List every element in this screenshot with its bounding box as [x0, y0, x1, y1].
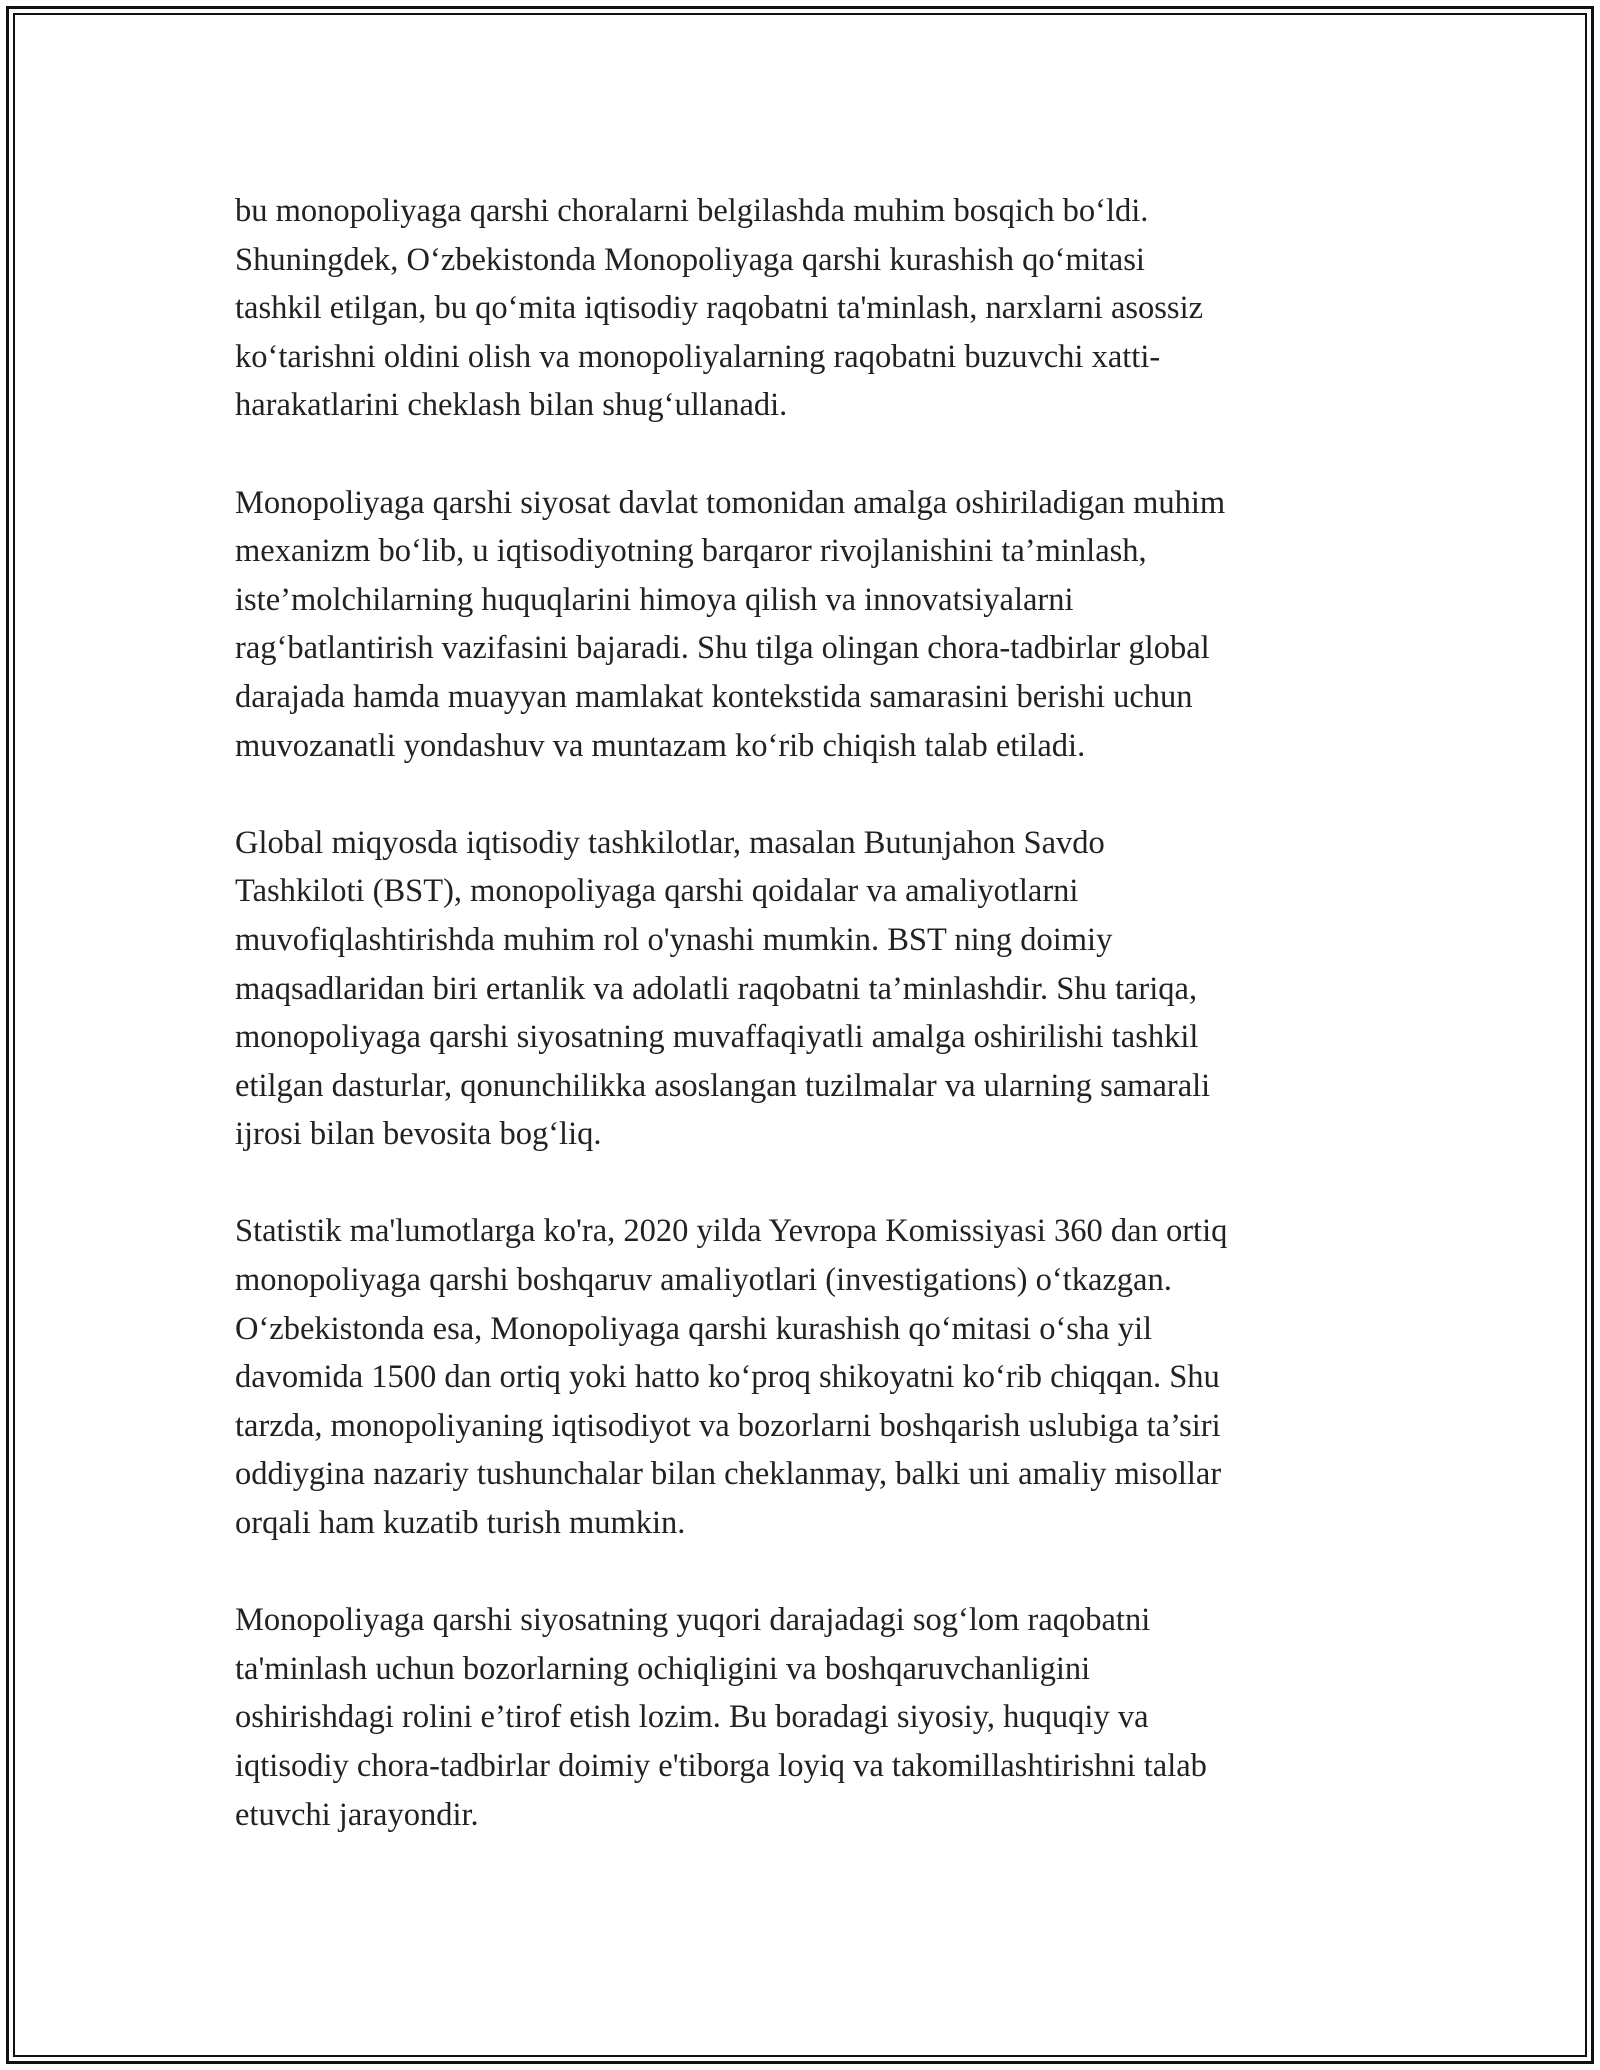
- text-line: bu monopoliyaga qarshi choralarni belgilashda muhim bosqich bo‘ldi.: [235, 193, 1149, 229]
- text-line: monopoliyaga qarshi siyosatning muvaffaqiyatli amalga oshirilishi tashkil: [235, 1019, 1199, 1056]
- text-line: etilgan dasturlar, qonunchilikka asoslangan tuzilmalar va ularning samarali: [235, 1067, 1211, 1104]
- text-line: harakatlarini cheklash bilan shug‘ullanadi.: [235, 387, 788, 424]
- text-line: Statistik ma'lumotlarga ko'ra, 2020 yilda Yevropa Komissiyasi 360 dan ortiq: [235, 1213, 1228, 1250]
- text-line: tarzda, monopoliyaning iqtisodiyot va bozorlarni boshqarish uslubiga ta’siri: [235, 1407, 1221, 1444]
- document-body: [235, 187, 1375, 1888]
- paragraph-1: [235, 187, 1375, 430]
- text-line: Tashkiloti (BST), monopoliyaga qarshi qoidalar va amaliyotlarni: [235, 873, 1079, 910]
- text-line: oddiygina nazariy tushunchalar bilan cheklanmay, balki uni amaliy misollar: [235, 1456, 1222, 1493]
- text-line: ta'minlash uchun bozorlarning ochiqligini va boshqaruvchanligini: [235, 1650, 1091, 1687]
- paragraph-4: [235, 1207, 1375, 1547]
- text-line: davomida 1500 dan ortiq yoki hatto ko‘proq shikoyatni ko‘rib chiqqan. Shu: [235, 1359, 1220, 1396]
- text-line: monopoliyaga qarshi boshqaruv amaliyotlari (investigations) o‘tkazgan.: [235, 1262, 1172, 1299]
- text-line: orqali ham kuzatib turish mumkin.: [235, 1505, 686, 1542]
- text-line: mexanizm bo‘lib, u iqtisodiyotning barqaror rivojlanishini ta’minlash,: [235, 533, 1147, 570]
- text-line: muvozanatli yondashuv va muntazam ko‘rib chiqish talab etiladi.: [235, 727, 1086, 764]
- text-line: ijrosi bilan bevosita bog‘liq.: [235, 1116, 602, 1153]
- text-line: Shuningdek, O‘zbekistonda Monopoliyaga qarshi kurashish qo‘mitasi: [235, 241, 1145, 278]
- text-line: Monopoliyaga qarshi siyosatning yuqori darajadagi sog‘lom raqobatni: [235, 1602, 1151, 1639]
- paragraph-3: [235, 819, 1375, 1159]
- text-line: iste’molchilarning huquqlarini himoya qilish va innovatsiyalarni: [235, 581, 1074, 618]
- text-line: O‘zbekistonda esa, Monopoliyaga qarshi kurashish qo‘mitasi o‘sha yil: [235, 1310, 1153, 1347]
- text-line: ko‘tarishni oldini olish va monopoliyalarning raqobatni buzuvchi xatti-: [235, 338, 1161, 375]
- text-line: Global miqyosda iqtisodiy tashkilotlar, masalan Butunjahon Savdo: [235, 824, 1105, 861]
- text-line: tashkil etilgan, bu qo‘mita iqtisodiy raqobatni ta'minlash, narxlarni asossiz: [235, 290, 1204, 327]
- text-line: muvofiqlashtirishda muhim rol o'ynashi mumkin. BST ning doimiy: [235, 921, 1113, 958]
- text-line: darajada hamda muayyan mamlakat kontekstida samarasini berishi uchun: [235, 678, 1193, 715]
- text-line: rag‘batlantirish vazifasini bajaradi. Shu tilga olingan chora-tadbirlar global: [235, 630, 1210, 667]
- paragraph-5: [235, 1596, 1375, 1839]
- text-line: iqtisodiy chora-tadbirlar doimiy e'tiborga loyiq va takomillashtirishni talab: [235, 1748, 1207, 1784]
- text-line: maqsadlaridan biri ertanlik va adolatli raqobatni ta’minlashdir. Shu tariqa,: [235, 970, 1198, 1007]
- text-line: Monopoliyaga qarshi siyosat davlat tomonidan amalga oshiriladigan muhim: [235, 484, 1226, 521]
- paragraph-2: [235, 479, 1375, 771]
- text-line: oshirishdagi rolini e’tirof etish lozim. Bu boradagi siyosiy, huquqiy va: [235, 1699, 1149, 1736]
- text-line: etuvchi jarayondir.: [235, 1796, 479, 1833]
